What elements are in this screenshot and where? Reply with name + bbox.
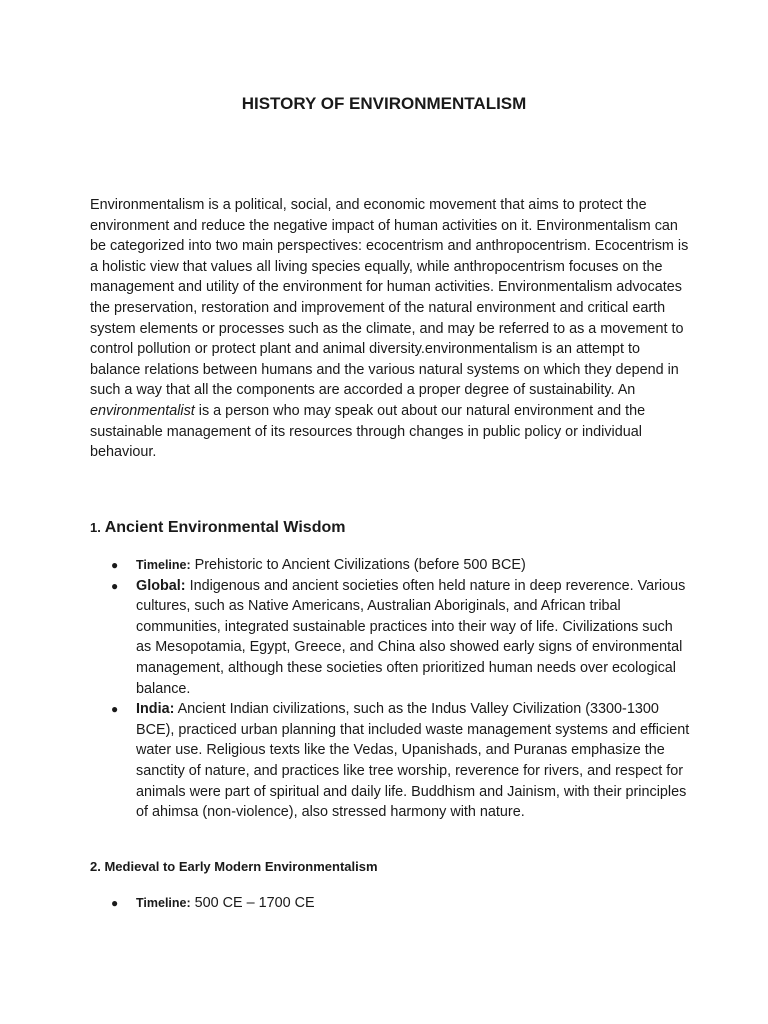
- list-item: [90, 576, 690, 700]
- intro-emphasis: environmentalist: [90, 402, 195, 419]
- list-item: [90, 893, 690, 914]
- bullet-text: 500 CE – 1700 CE: [190, 895, 315, 911]
- bullet-text: Indigenous and ancient societies often held nature in deep reverence. Various cultures, such as Native Americans, Australian Aboriginals, and African tribal communities, integrated sustainable practices into their way of life. Civilizations such as Mesopotamia, Egypt, Greece, and China also showed early signs of environmental management, although these societies often prioritized human needs over ecological balance.: [136, 577, 686, 697]
- section-1-number: 1.: [90, 520, 101, 535]
- bullet-icon: ●: [111, 896, 119, 910]
- intro-text: Environmentalism is a political, social, and economic movement that aims to protect the environment and reduce the negative impact of human activities on it. Environmentalism can be categorized into two main perspectives: ecocentrism and anthropocentrism. Ecocentrism is a holistic view that values all living species equally, while anthropocentrism focuses on the management and utility of the environment for human activities. Environmentalism advocates the preservation, restoration and improvement of the natural environment and critical earth system elements or processes such as the climate, and may be referred to as a movement to control pollution or protect plant and animal diversity.environmentalism is an attempt to balance relations between humans and the various natural systems on which they depend in such a way that all the components are accorded a proper degree of sustainability. An: [90, 197, 689, 399]
- intro-paragraph: [90, 195, 690, 463]
- section-2-heading: 2. Medieval to Early Modern Environmentalism: [90, 859, 378, 874]
- section-1-bullet-list: [90, 555, 690, 823]
- bullet-label: Global:: [136, 577, 186, 594]
- section-2-bullet-list: [90, 893, 690, 914]
- section-1-heading: [90, 517, 345, 539]
- bullet-label: India:: [136, 701, 175, 718]
- bullet-icon: ●: [111, 558, 119, 572]
- bullet-label: Timeline:: [136, 558, 191, 572]
- document-title: HISTORY OF ENVIRONMENTALISM: [241, 94, 527, 113]
- bullet-label: Timeline:: [136, 896, 191, 910]
- intro-text-end: is a person who may speak out about our natural environment and the sustainable management of its resources through changes in public policy or individual behaviour.: [90, 402, 646, 461]
- bullet-text: Ancient Indian civilizations, such as the Indus Valley Civilization (3300-1300 BCE), practiced urban planning that included waste management systems and efficient water use. Religious texts like the Vedas, Upanishads, and Puranas emphasize the sanctity of nature, and practices like tree worship, reverence for rivers, and respect for animals were part of spiritual and daily life. Buddhism and Jainism, with their principles of ahimsa (non-violence), also stressed harmony with nature.: [136, 701, 690, 821]
- list-item: [90, 555, 690, 576]
- section-1-title: Ancient Environmental Wisdom: [104, 519, 346, 536]
- bullet-icon: ●: [111, 702, 119, 717]
- list-item: [90, 699, 690, 823]
- bullet-icon: ●: [111, 578, 119, 593]
- bullet-text: Prehistoric to Ancient Civilizations (before 500 BCE): [190, 557, 526, 573]
